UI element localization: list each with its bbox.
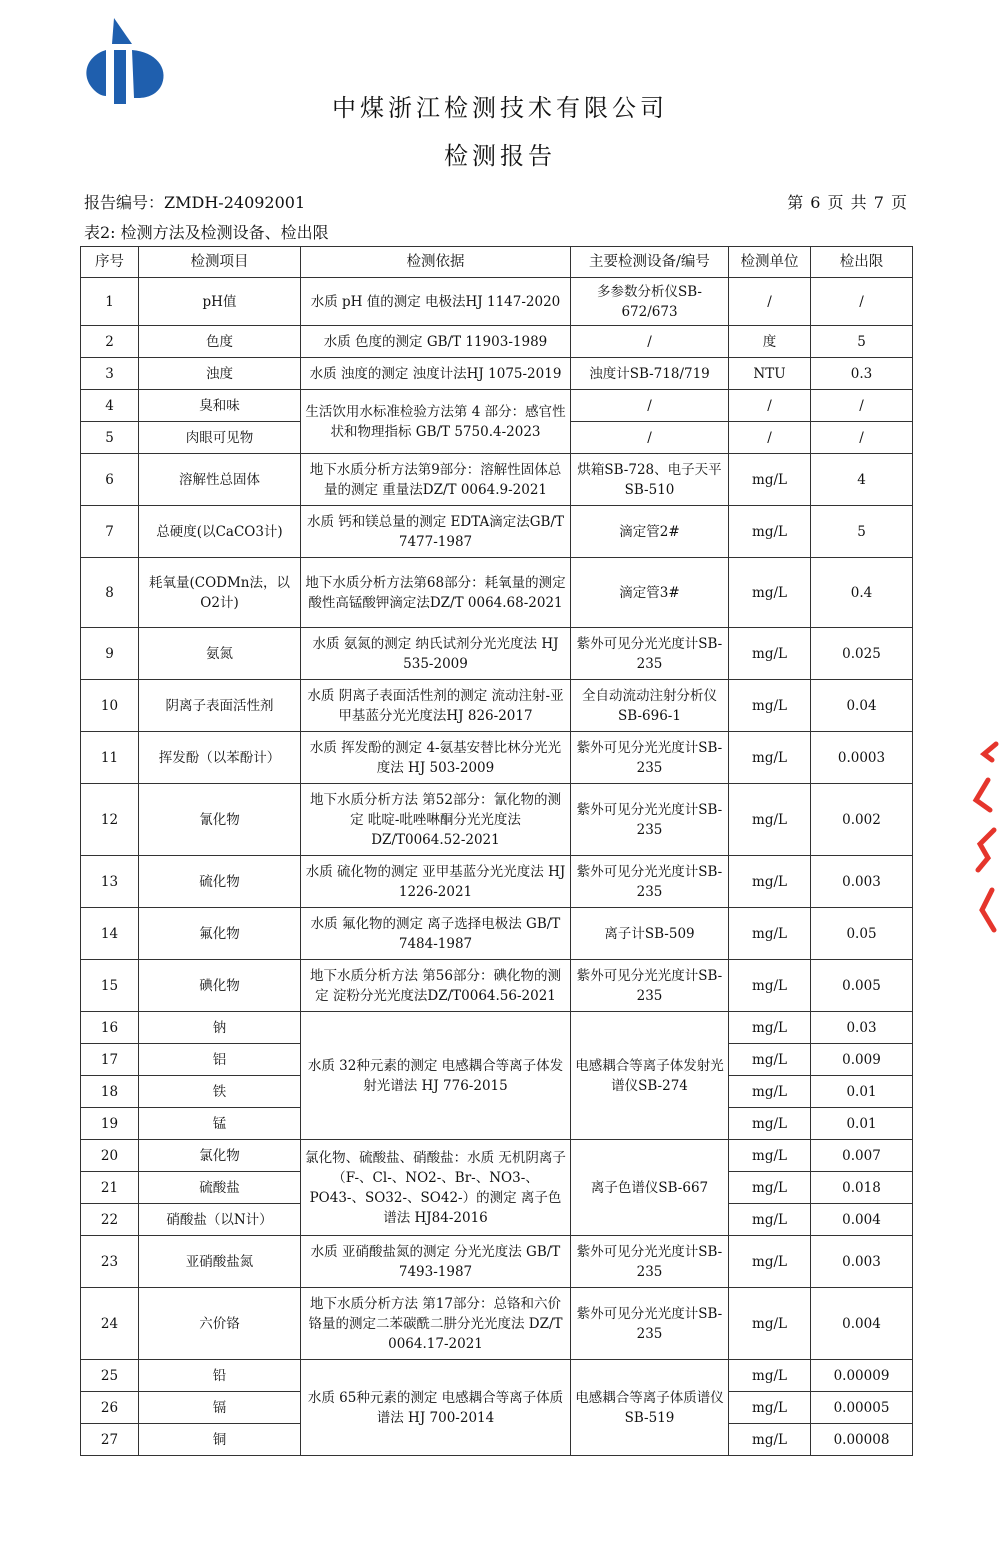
col-header-no: 序号 [81,247,139,278]
cell-unit: / [729,390,811,422]
cell-limit: 0.00005 [811,1392,913,1424]
cell-item: pH值 [139,278,301,326]
cell-no: 5 [81,422,139,454]
cell-no: 25 [81,1360,139,1392]
cell-limit: 0.00008 [811,1424,913,1456]
cell-unit: mg/L [729,1076,811,1108]
table-row [81,278,913,326]
cell-no: 14 [81,908,139,960]
cell-basis: 水质 挥发酚的测定 4-氨基安替比林分光光度法 HJ 503-2009 [301,732,571,784]
table-row [81,628,913,680]
cell-equipment: 电感耦合等离子体质谱仪SB-519 [571,1360,729,1456]
cell-limit: 0.00009 [811,1360,913,1392]
cell-basis: 生活饮用水标准检验方法第 4 部分：感官性状和物理指标 GB/T 5750.4-2023 [301,390,571,454]
cell-limit: 0.018 [811,1172,913,1204]
cell-no: 9 [81,628,139,680]
table-row [81,358,913,390]
cell-no: 4 [81,390,139,422]
cell-equipment: / [571,326,729,358]
cell-equipment: 紫外可见分光光度计SB-235 [571,732,729,784]
table-row [81,1140,913,1172]
table-row [81,1236,913,1288]
cell-item: 阴离子表面活性剂 [139,680,301,732]
cell-unit: / [729,422,811,454]
report-number-label: 报告编号： [84,193,165,212]
table-row [81,680,913,732]
cell-limit: 0.0003 [811,732,913,784]
cell-basis: 水质 硫化物的测定 亚甲基蓝分光光度法 HJ 1226-2021 [301,856,571,908]
cell-unit: mg/L [729,1172,811,1204]
cell-limit: 0.003 [811,856,913,908]
cell-basis: 地下水质分析方法 第17部分：总铬和六价铬量的测定二苯碳酰二肼分光光度法 DZ/T 0064.17-2021 [301,1288,571,1360]
cell-unit: mg/L [729,1424,811,1456]
cell-basis: 水质 钙和镁总量的测定 EDTA滴定法GB/T 7477-1987 [301,506,571,558]
table-row [81,1360,913,1392]
cell-limit: 0.3 [811,358,913,390]
cell-item: 钠 [139,1012,301,1044]
cell-limit: / [811,422,913,454]
cell-equipment: 浊度计SB-718/719 [571,358,729,390]
cell-item: 耗氧量(CODMn法，以O2计) [139,558,301,628]
cell-equipment: 紫外可见分光光度计SB-235 [571,1236,729,1288]
cell-basis: 水质 65种元素的测定 电感耦合等离子体质谱法 HJ 700-2014 [301,1360,571,1456]
cell-item: 硫酸盐 [139,1172,301,1204]
cell-basis: 水质 32种元素的测定 电感耦合等离子体发射光谱法 HJ 776-2015 [301,1012,571,1140]
cell-limit: 0.04 [811,680,913,732]
cell-item: 氯化物 [139,1140,301,1172]
cell-item: 硫化物 [139,856,301,908]
table-row [81,390,913,422]
cell-limit: 0.004 [811,1204,913,1236]
cell-item: 氨氮 [139,628,301,680]
report-title: 检测报告 [444,142,556,170]
cell-no: 17 [81,1044,139,1076]
cell-unit: mg/L [729,1288,811,1360]
cell-unit: mg/L [729,732,811,784]
methods-table [80,246,913,1456]
cell-unit: mg/L [729,628,811,680]
cell-limit: 0.004 [811,1288,913,1360]
cell-no: 8 [81,558,139,628]
cell-unit: mg/L [729,454,811,506]
table-title: 表2: 检测方法及检测设备、检出限 [84,223,329,242]
cell-limit: 0.005 [811,960,913,1012]
cell-basis: 水质 浊度的测定 浊度计法HJ 1075-2019 [301,358,571,390]
cell-equipment: 紫外可见分光光度计SB-235 [571,628,729,680]
cell-unit: NTU [729,358,811,390]
table-row [81,1288,913,1360]
col-header-limit: 检出限 [811,247,913,278]
cell-no: 3 [81,358,139,390]
cell-unit: mg/L [729,784,811,856]
methods-table-wrapper [80,246,912,1456]
cell-item: 总硬度(以CaCO3计) [139,506,301,558]
cell-limit: 0.01 [811,1076,913,1108]
cell-item: 镉 [139,1392,301,1424]
report-number-value: ZMDH-24092001 [164,193,306,212]
table-row [81,732,913,784]
cell-no: 27 [81,1424,139,1456]
table-row [81,784,913,856]
cell-equipment: 电感耦合等离子体发射光谱仪SB-274 [571,1012,729,1140]
cell-equipment: 紫外可见分光光度计SB-235 [571,784,729,856]
cell-equipment: 多参数分析仪SB-672/673 [571,278,729,326]
red-stamp-edge-icon [966,740,1000,940]
page-info: 第 6 页 共 7 页 [787,193,908,212]
cell-no: 13 [81,856,139,908]
cell-limit: 0.025 [811,628,913,680]
cell-no: 1 [81,278,139,326]
cell-no: 26 [81,1392,139,1424]
cell-unit: mg/L [729,1044,811,1076]
cell-unit: mg/L [729,960,811,1012]
cell-no: 12 [81,784,139,856]
cell-basis: 水质 亚硝酸盐氮的测定 分光光度法 GB/T 7493-1987 [301,1236,571,1288]
cell-unit: mg/L [729,1392,811,1424]
cell-no: 23 [81,1236,139,1288]
cell-no: 7 [81,506,139,558]
cell-basis: 氯化物、硫酸盐、硝酸盐：水质 无机阴离子（F-、Cl-、NO2-、Br-、NO3-、PO43-、SO32-、SO42-）的测定 离子色谱法 HJ84-2016 [301,1140,571,1236]
cell-equipment: / [571,390,729,422]
cell-unit: mg/L [729,1360,811,1392]
cell-item: 铅 [139,1360,301,1392]
cell-item: 溶解性总固体 [139,454,301,506]
cell-limit: 0.03 [811,1012,913,1044]
table-row [81,856,913,908]
cell-limit: 0.01 [811,1108,913,1140]
cell-limit: / [811,278,913,326]
cell-unit: mg/L [729,558,811,628]
table-row [81,326,913,358]
cell-equipment: 离子色谱仪SB-667 [571,1140,729,1236]
cell-equipment: 紫外可见分光光度计SB-235 [571,960,729,1012]
cell-basis: 水质 pH 值的测定 电极法HJ 1147-2020 [301,278,571,326]
cell-item: 铝 [139,1044,301,1076]
table-row [81,908,913,960]
cell-unit: mg/L [729,1204,811,1236]
company-name: 中煤浙江检测技术有限公司 [332,94,668,122]
cell-unit: mg/L [729,856,811,908]
cell-no: 18 [81,1076,139,1108]
cell-no: 11 [81,732,139,784]
table-row [81,960,913,1012]
cell-item: 氟化物 [139,908,301,960]
cell-no: 15 [81,960,139,1012]
cell-unit: mg/L [729,1108,811,1140]
cell-no: 10 [81,680,139,732]
cell-limit: 4 [811,454,913,506]
cell-limit: 5 [811,506,913,558]
cell-limit: 0.003 [811,1236,913,1288]
cell-equipment: 滴定管2# [571,506,729,558]
col-header-item: 检测项目 [139,247,301,278]
table-row [81,558,913,628]
cell-no: 24 [81,1288,139,1360]
cell-no: 22 [81,1204,139,1236]
cell-no: 16 [81,1012,139,1044]
table-row [81,454,913,506]
cell-unit: mg/L [729,1012,811,1044]
cell-limit: 0.009 [811,1044,913,1076]
cell-basis: 水质 色度的测定 GB/T 11903-1989 [301,326,571,358]
cell-item: 亚硝酸盐氮 [139,1236,301,1288]
table-row [81,506,913,558]
cell-item: 挥发酚（以苯酚计） [139,732,301,784]
table-row [81,1012,913,1044]
cell-basis: 水质 氨氮的测定 纳氏试剂分光光度法 HJ 535-2009 [301,628,571,680]
cell-unit: mg/L [729,1236,811,1288]
cell-basis: 水质 氟化物的测定 离子选择电极法 GB/T 7484-1987 [301,908,571,960]
cell-equipment: 滴定管3# [571,558,729,628]
cell-item: 六价铬 [139,1288,301,1360]
cell-item: 锰 [139,1108,301,1140]
cell-unit: 度 [729,326,811,358]
cell-equipment: / [571,422,729,454]
cell-item: 色度 [139,326,301,358]
col-header-unit: 检测单位 [729,247,811,278]
report-number [84,190,305,213]
cell-limit: 5 [811,326,913,358]
cell-equipment: 烘箱SB-728、电子天平SB-510 [571,454,729,506]
cell-equipment: 紫外可见分光光度计SB-235 [571,856,729,908]
cell-unit: / [729,278,811,326]
cell-basis: 水质 阴离子表面活性剂的测定 流动注射-亚甲基蓝分光光度法HJ 826-2017 [301,680,571,732]
cell-item: 臭和味 [139,390,301,422]
cell-limit: 0.002 [811,784,913,856]
cell-limit: 0.05 [811,908,913,960]
cell-item: 肉眼可见物 [139,422,301,454]
cell-unit: mg/L [729,1140,811,1172]
col-header-basis: 检测依据 [301,247,571,278]
cell-no: 2 [81,326,139,358]
cell-item: 浊度 [139,358,301,390]
cell-item: 铁 [139,1076,301,1108]
cell-no: 20 [81,1140,139,1172]
col-header-equipment: 主要检测设备/编号 [571,247,729,278]
cell-basis: 地下水质分析方法第9部分：溶解性固体总量的测定 重量法DZ/T 0064.9-2021 [301,454,571,506]
cell-limit: / [811,390,913,422]
cell-item: 硝酸盐（以N计） [139,1204,301,1236]
cell-limit: 0.007 [811,1140,913,1172]
cell-no: 6 [81,454,139,506]
cell-unit: mg/L [729,506,811,558]
cell-item: 氰化物 [139,784,301,856]
cell-no: 21 [81,1172,139,1204]
cell-basis: 地下水质分析方法 第56部分：碘化物的测定 淀粉分光光度法DZ/T0064.56-2021 [301,960,571,1012]
cell-unit: mg/L [729,680,811,732]
cell-item: 铜 [139,1424,301,1456]
cell-no: 19 [81,1108,139,1140]
cell-equipment: 紫外可见分光光度计SB-235 [571,1288,729,1360]
cell-equipment: 全自动流动注射分析仪SB-696-1 [571,680,729,732]
cell-limit: 0.4 [811,558,913,628]
cell-item: 碘化物 [139,960,301,1012]
cell-unit: mg/L [729,908,811,960]
cell-basis: 地下水质分析方法 第52部分：氰化物的测定 吡啶-吡唑啉酮分光光度法 DZ/T0064.52-2021 [301,784,571,856]
cell-equipment: 离子计SB-509 [571,908,729,960]
cell-basis: 地下水质分析方法第68部分：耗氧量的测定酸性高锰酸钾滴定法DZ/T 0064.68-2021 [301,558,571,628]
table-header-row [81,247,913,278]
